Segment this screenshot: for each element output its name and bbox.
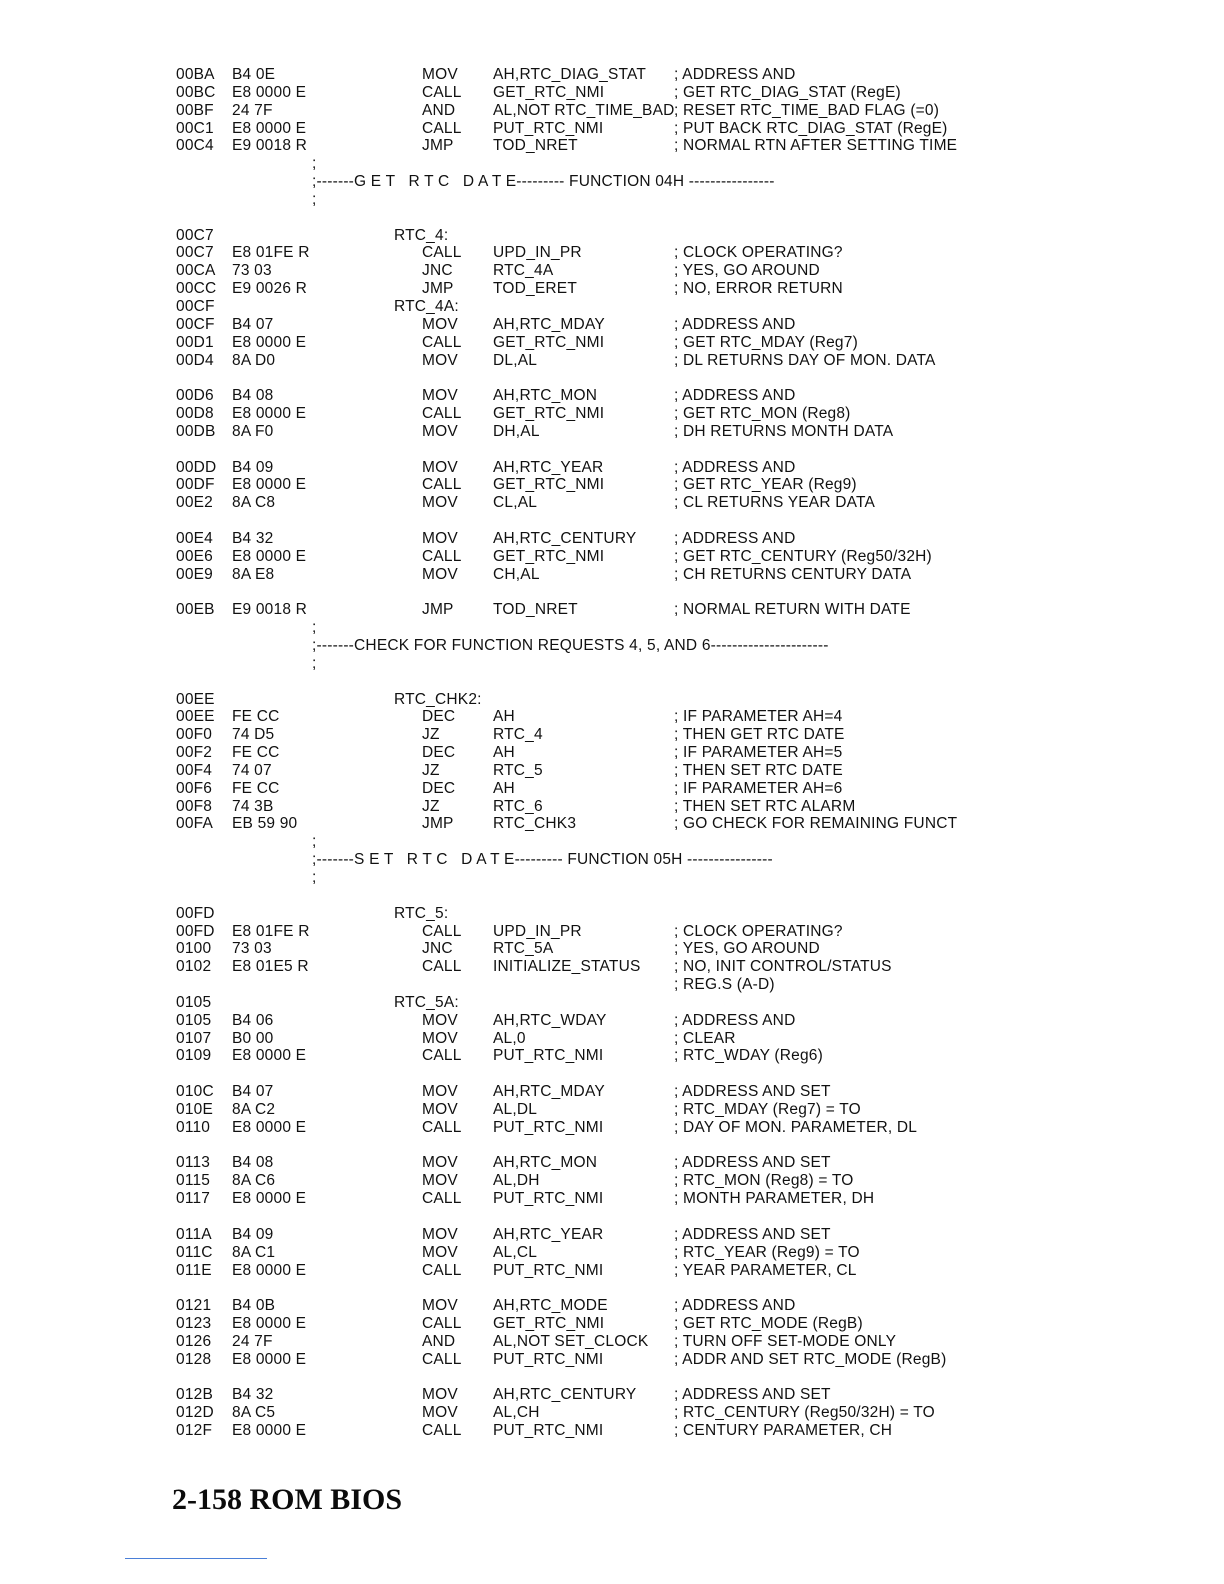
object-code: E8 01FE R (232, 244, 310, 262)
address: 00DB (176, 422, 216, 440)
comment: ; RESET RTC_TIME_BAD FLAG (=0) (674, 101, 940, 119)
code-label: RTC_5: (394, 904, 449, 922)
comment: ; GET RTC_DIAG_STAT (RegE) (674, 83, 901, 101)
comment: ; GET RTC_CENTURY (Reg50/32H) (674, 547, 932, 565)
address: 00E2 (176, 494, 213, 512)
object-code: B0 00 (232, 1029, 274, 1047)
object-code: 74 3B (232, 797, 274, 815)
operands: AH,RTC_CENTURY (493, 529, 637, 547)
operands: GET_RTC_NMI (493, 1315, 605, 1333)
object-code: E8 0000 E (232, 1315, 307, 1333)
comment: ; RTC_WDAY (Reg6) (674, 1047, 823, 1065)
mnemonic: MOV (422, 1011, 458, 1029)
object-code: B4 0E (232, 66, 276, 83)
address: 00D6 (176, 387, 214, 405)
comment: ; GET RTC_MDAY (Reg7) (674, 333, 858, 351)
operands: RTC_4A (493, 262, 554, 280)
address: 00C1 (176, 119, 214, 137)
mnemonic: MOV (422, 1154, 458, 1172)
mnemonic: CALL (422, 1315, 462, 1333)
object-code: 8A C5 (232, 1404, 276, 1422)
address: 0105 (176, 1011, 212, 1029)
comment: ; GET RTC_MODE (RegB) (674, 1315, 863, 1333)
address: 0121 (176, 1297, 212, 1315)
comment: ; GET RTC_MON (Reg8) (674, 405, 851, 423)
object-code: E8 0000 E (232, 405, 307, 423)
operands: AL,0 (493, 1029, 526, 1047)
mnemonic: DEC (422, 744, 456, 762)
mnemonic: JZ (422, 726, 440, 744)
object-code: E8 01FE R (232, 922, 310, 940)
separator-text: ;-------G E T R T C D A T E--------- FUNCTION 04H ---------------- (312, 173, 775, 191)
comment: ; CH RETURNS CENTURY DATA (674, 565, 912, 583)
object-code: B4 07 (232, 1083, 274, 1101)
address: 0115 (176, 1172, 211, 1190)
object-code: 8A E8 (232, 565, 275, 583)
address: 0105 (176, 993, 212, 1011)
address: 00F2 (176, 744, 213, 762)
operands: GET_RTC_NMI (493, 405, 605, 423)
comment: ; NORMAL RETURN WITH DATE (674, 601, 911, 619)
address: 00EE (176, 690, 215, 708)
object-code: 74 D5 (232, 726, 275, 744)
operands: AH,RTC_DIAG_STAT (493, 66, 647, 83)
object-code: E8 0000 E (232, 1118, 307, 1136)
comment: ; ADDRESS AND (674, 315, 796, 333)
object-code: 8A C8 (232, 494, 276, 512)
operands: AH,RTC_MON (493, 387, 598, 405)
operands: AH,RTC_WDAY (493, 1011, 607, 1029)
mnemonic: MOV (422, 565, 458, 583)
object-code: 24 7F (232, 101, 273, 119)
address: 010E (176, 1100, 213, 1118)
address: 0117 (176, 1190, 211, 1208)
operands: PUT_RTC_NMI (493, 1118, 604, 1136)
operands: TOD_NRET (493, 137, 578, 155)
address: 00C4 (176, 137, 214, 155)
mnemonic: CALL (422, 333, 462, 351)
object-code: E8 0000 E (232, 1422, 307, 1440)
address: 00F8 (176, 797, 213, 815)
mnemonic: MOV (422, 1297, 458, 1315)
code-label: RTC_4: (394, 226, 449, 244)
object-code: B4 09 (232, 458, 274, 476)
mnemonic: CALL (422, 1261, 462, 1279)
separator-text: ; (312, 190, 317, 208)
mnemonic: CALL (422, 119, 462, 137)
object-code: B4 32 (232, 1386, 274, 1404)
address: 00CF (176, 315, 215, 333)
object-code: 8A C1 (232, 1243, 276, 1261)
address: 00EB (176, 601, 215, 619)
operands: AH,RTC_MODE (493, 1297, 608, 1315)
comment: ; CENTURY PARAMETER, CH (674, 1422, 893, 1440)
mnemonic: JNC (422, 940, 453, 958)
object-code: E8 0000 E (232, 1261, 307, 1279)
comment: ; NORMAL RTN AFTER SETTING TIME (674, 137, 958, 155)
comment: ; THEN SET RTC ALARM (674, 797, 856, 815)
comment: ; NO, ERROR RETURN (674, 280, 843, 298)
comment: ; ADDRESS AND (674, 1011, 796, 1029)
object-code: E8 0000 E (232, 476, 307, 494)
mnemonic: CALL (422, 922, 462, 940)
address: 00D4 (176, 351, 214, 369)
comment: ; ADDRESS AND SET (674, 1386, 831, 1404)
mnemonic: DEC (422, 779, 456, 797)
object-code: B4 07 (232, 315, 274, 333)
mnemonic: CALL (422, 244, 462, 262)
comment: ; ADDRESS AND (674, 1297, 796, 1315)
comment: ; DL RETURNS DAY OF MON. DATA (674, 351, 936, 369)
address: 0107 (176, 1029, 212, 1047)
address: 00E9 (176, 565, 213, 583)
code-label: RTC_CHK2: (394, 690, 482, 708)
operands: CH,AL (493, 565, 540, 583)
operands: GET_RTC_NMI (493, 83, 605, 101)
operands: AH,RTC_YEAR (493, 458, 604, 476)
mnemonic: JZ (422, 761, 440, 779)
operands: AL,NOT RTC_TIME_BAD (493, 101, 675, 119)
operands: GET_RTC_NMI (493, 476, 605, 494)
object-code: 73 03 (232, 940, 272, 958)
address: 010C (176, 1083, 214, 1101)
operands: PUT_RTC_NMI (493, 119, 604, 137)
address: 0128 (176, 1350, 212, 1368)
mnemonic: CALL (422, 958, 462, 976)
page-footer: 2-158 ROM BIOS (172, 1483, 403, 1516)
operands: RTC_6 (493, 797, 543, 815)
operands: PUT_RTC_NMI (493, 1422, 604, 1440)
mnemonic: MOV (422, 1029, 458, 1047)
object-code: 24 7F (232, 1332, 273, 1350)
address: 00F6 (176, 779, 213, 797)
object-code: FE CC (232, 744, 280, 762)
address: 00DD (176, 458, 217, 476)
comment: ; NO, INIT CONTROL/STATUS (674, 958, 892, 976)
object-code: E8 0000 E (232, 1350, 307, 1368)
operands: GET_RTC_NMI (493, 333, 605, 351)
comment: ; THEN GET RTC DATE (674, 726, 845, 744)
comment: ; ADDRESS AND SET (674, 1083, 831, 1101)
object-code: 8A D0 (232, 351, 276, 369)
object-code: E8 01E5 R (232, 958, 309, 976)
address: 012D (176, 1404, 214, 1422)
address: 00F4 (176, 761, 213, 779)
operands: UPD_IN_PR (493, 922, 582, 940)
operands: DH,AL (493, 422, 540, 440)
address: 00FD (176, 904, 215, 922)
comment: ; CL RETURNS YEAR DATA (674, 494, 876, 512)
mnemonic: MOV (422, 1243, 458, 1261)
mnemonic: JZ (422, 797, 440, 815)
operands: AH (493, 779, 515, 797)
comment: ; CLOCK OPERATING? (674, 922, 843, 940)
address: 00BA (176, 66, 215, 83)
operands: AH,RTC_MDAY (493, 315, 605, 333)
object-code: 8A C2 (232, 1100, 276, 1118)
object-code: E9 0018 R (232, 601, 308, 619)
mnemonic: MOV (422, 494, 458, 512)
code-label: RTC_5A: (394, 993, 459, 1011)
mnemonic: MOV (422, 1083, 458, 1101)
footer-rule (125, 1558, 267, 1559)
object-code: E9 0018 R (232, 137, 308, 155)
operands: AH (493, 744, 515, 762)
comment: ; ADDR AND SET RTC_MODE (RegB) (674, 1350, 947, 1368)
operands: AH,RTC_MON (493, 1154, 598, 1172)
mnemonic: MOV (422, 387, 458, 405)
code-label: RTC_4A: (394, 297, 459, 315)
operands: AL,DL (493, 1100, 538, 1118)
address: 012F (176, 1422, 213, 1440)
mnemonic: CALL (422, 547, 462, 565)
operands: UPD_IN_PR (493, 244, 582, 262)
object-code: FE CC (232, 779, 280, 797)
object-code: E8 0000 E (232, 119, 307, 137)
address: 00EE (176, 708, 215, 726)
operands: GET_RTC_NMI (493, 547, 605, 565)
mnemonic: CALL (422, 1350, 462, 1368)
address: 011E (176, 1261, 212, 1279)
object-code: FE CC (232, 708, 280, 726)
comment: ; GO CHECK FOR REMAINING FUNCT (674, 815, 958, 833)
operands: PUT_RTC_NMI (493, 1350, 604, 1368)
address: 00E4 (176, 529, 213, 547)
comment: ; CLEAR (674, 1029, 736, 1047)
address: 00CF (176, 297, 215, 315)
comment: ; REG.S (A-D) (674, 976, 775, 994)
address: 00D1 (176, 333, 214, 351)
operands: AL,CH (493, 1404, 540, 1422)
separator-text: ; (312, 833, 317, 851)
comment: ; ADDRESS AND SET (674, 1154, 831, 1172)
mnemonic: JNC (422, 262, 453, 280)
object-code: B4 0B (232, 1297, 276, 1315)
mnemonic: AND (422, 101, 456, 119)
comment: ; MONTH PARAMETER, DH (674, 1190, 875, 1208)
mnemonic: MOV (422, 1404, 458, 1422)
mnemonic: JMP (422, 280, 454, 298)
comment: ; ADDRESS AND (674, 387, 796, 405)
object-code: 8A C6 (232, 1172, 276, 1190)
address: 00D8 (176, 405, 214, 423)
operands: RTC_4 (493, 726, 543, 744)
comment: ; DH RETURNS MONTH DATA (674, 422, 894, 440)
mnemonic: JMP (422, 137, 454, 155)
separator-text: ;-------S E T R T C D A T E--------- FUNCTION 05H ---------------- (312, 851, 773, 869)
comment: ; ADDRESS AND (674, 458, 796, 476)
operands: AL,DH (493, 1172, 540, 1190)
address: 00BC (176, 83, 216, 101)
comment: ; RTC_YEAR (Reg9) = TO (674, 1243, 860, 1261)
comment: ; ADDRESS AND (674, 66, 796, 83)
operands: AH,RTC_MDAY (493, 1083, 605, 1101)
operands: PUT_RTC_NMI (493, 1261, 604, 1279)
address: 00C7 (176, 226, 214, 244)
object-code: E8 0000 E (232, 1047, 307, 1065)
comment: ; PUT BACK RTC_DIAG_STAT (RegE) (674, 119, 948, 137)
object-code: 8A F0 (232, 422, 274, 440)
operands: RTC_5 (493, 761, 543, 779)
address: 00FA (176, 815, 213, 833)
address: 00E6 (176, 547, 213, 565)
object-code: B4 08 (232, 1154, 274, 1172)
mnemonic: AND (422, 1332, 456, 1350)
separator-text: ; (312, 654, 317, 672)
mnemonic: MOV (422, 66, 458, 83)
object-code: E9 0026 R (232, 280, 308, 298)
comment: ; IF PARAMETER AH=6 (674, 779, 843, 797)
address: 0100 (176, 940, 212, 958)
address: 0126 (176, 1332, 212, 1350)
comment: ; YES, GO AROUND (674, 940, 820, 958)
mnemonic: MOV (422, 529, 458, 547)
address: 00CC (176, 280, 217, 298)
mnemonic: CALL (422, 1118, 462, 1136)
comment: ; IF PARAMETER AH=4 (674, 708, 843, 726)
operands: AL,NOT SET_CLOCK (493, 1332, 649, 1350)
operands: CL,AL (493, 494, 538, 512)
operands: INITIALIZE_STATUS (493, 958, 641, 976)
address: 00CA (176, 262, 216, 280)
mnemonic: JMP (422, 815, 454, 833)
mnemonic: CALL (422, 405, 462, 423)
operands: PUT_RTC_NMI (493, 1047, 604, 1065)
comment: ; GET RTC_YEAR (Reg9) (674, 476, 857, 494)
comment: ; YES, GO AROUND (674, 262, 820, 280)
separator-text: ; (312, 619, 317, 637)
object-code: EB 59 90 (232, 815, 298, 833)
comment: ; YEAR PARAMETER, CL (674, 1261, 857, 1279)
object-code: B4 08 (232, 387, 274, 405)
address: 0109 (176, 1047, 212, 1065)
mnemonic: CALL (422, 1047, 462, 1065)
mnemonic: CALL (422, 476, 462, 494)
separator-text: ;-------CHECK FOR FUNCTION REQUESTS 4, 5, AND 6---------------------- (312, 637, 829, 654)
operands: PUT_RTC_NMI (493, 1190, 604, 1208)
object-code: 73 03 (232, 262, 272, 280)
mnemonic: MOV (422, 315, 458, 333)
address: 0110 (176, 1118, 211, 1136)
operands: DL,AL (493, 351, 538, 369)
comment: ; RTC_MON (Reg8) = TO (674, 1172, 854, 1190)
object-code: E8 0000 E (232, 333, 307, 351)
mnemonic: CALL (422, 1190, 462, 1208)
comment: ; TURN OFF SET-MODE ONLY (674, 1332, 897, 1350)
operands: AH,RTC_YEAR (493, 1225, 604, 1243)
separator-text: ; (312, 868, 317, 886)
mnemonic: DEC (422, 708, 456, 726)
object-code: E8 0000 E (232, 83, 307, 101)
comment: ; DAY OF MON. PARAMETER, DL (674, 1118, 918, 1136)
comment: ; ADDRESS AND (674, 529, 796, 547)
address: 011C (176, 1243, 213, 1261)
object-code: E8 0000 E (232, 1190, 307, 1208)
mnemonic: MOV (422, 1100, 458, 1118)
address: 0113 (176, 1154, 211, 1172)
comment: ; RTC_CENTURY (Reg50/32H) = TO (674, 1404, 935, 1422)
address: 012B (176, 1386, 213, 1404)
object-code: B4 09 (232, 1225, 274, 1243)
address: 00BF (176, 101, 214, 119)
object-code: B4 32 (232, 529, 274, 547)
operands: AL,CL (493, 1243, 538, 1261)
address: 011A (176, 1225, 212, 1243)
address: 00F0 (176, 726, 213, 744)
object-code: 74 07 (232, 761, 272, 779)
operands: AH,RTC_CENTURY (493, 1386, 637, 1404)
operands: TOD_ERET (493, 280, 577, 298)
mnemonic: CALL (422, 1422, 462, 1440)
object-code: E8 0000 E (232, 547, 307, 565)
comment: ; RTC_MDAY (Reg7) = TO (674, 1100, 861, 1118)
address: 00C7 (176, 244, 214, 262)
address: 00FD (176, 922, 215, 940)
address: 0102 (176, 958, 212, 976)
mnemonic: MOV (422, 458, 458, 476)
comment: ; IF PARAMETER AH=5 (674, 744, 843, 762)
operands: RTC_CHK3 (493, 815, 577, 833)
comment: ; ADDRESS AND SET (674, 1225, 831, 1243)
address: 00DF (176, 476, 215, 494)
mnemonic: JMP (422, 601, 454, 619)
operands: RTC_5A (493, 940, 554, 958)
mnemonic: MOV (422, 1225, 458, 1243)
comment: ; CLOCK OPERATING? (674, 244, 843, 262)
object-code: B4 06 (232, 1011, 274, 1029)
separator-text: ; (312, 155, 317, 173)
mnemonic: MOV (422, 1172, 458, 1190)
mnemonic: MOV (422, 1386, 458, 1404)
mnemonic: MOV (422, 422, 458, 440)
operands: AH (493, 708, 515, 726)
address: 0123 (176, 1315, 212, 1333)
mnemonic: CALL (422, 83, 462, 101)
comment: ; THEN SET RTC DATE (674, 761, 843, 779)
mnemonic: MOV (422, 351, 458, 369)
operands: TOD_NRET (493, 601, 578, 619)
